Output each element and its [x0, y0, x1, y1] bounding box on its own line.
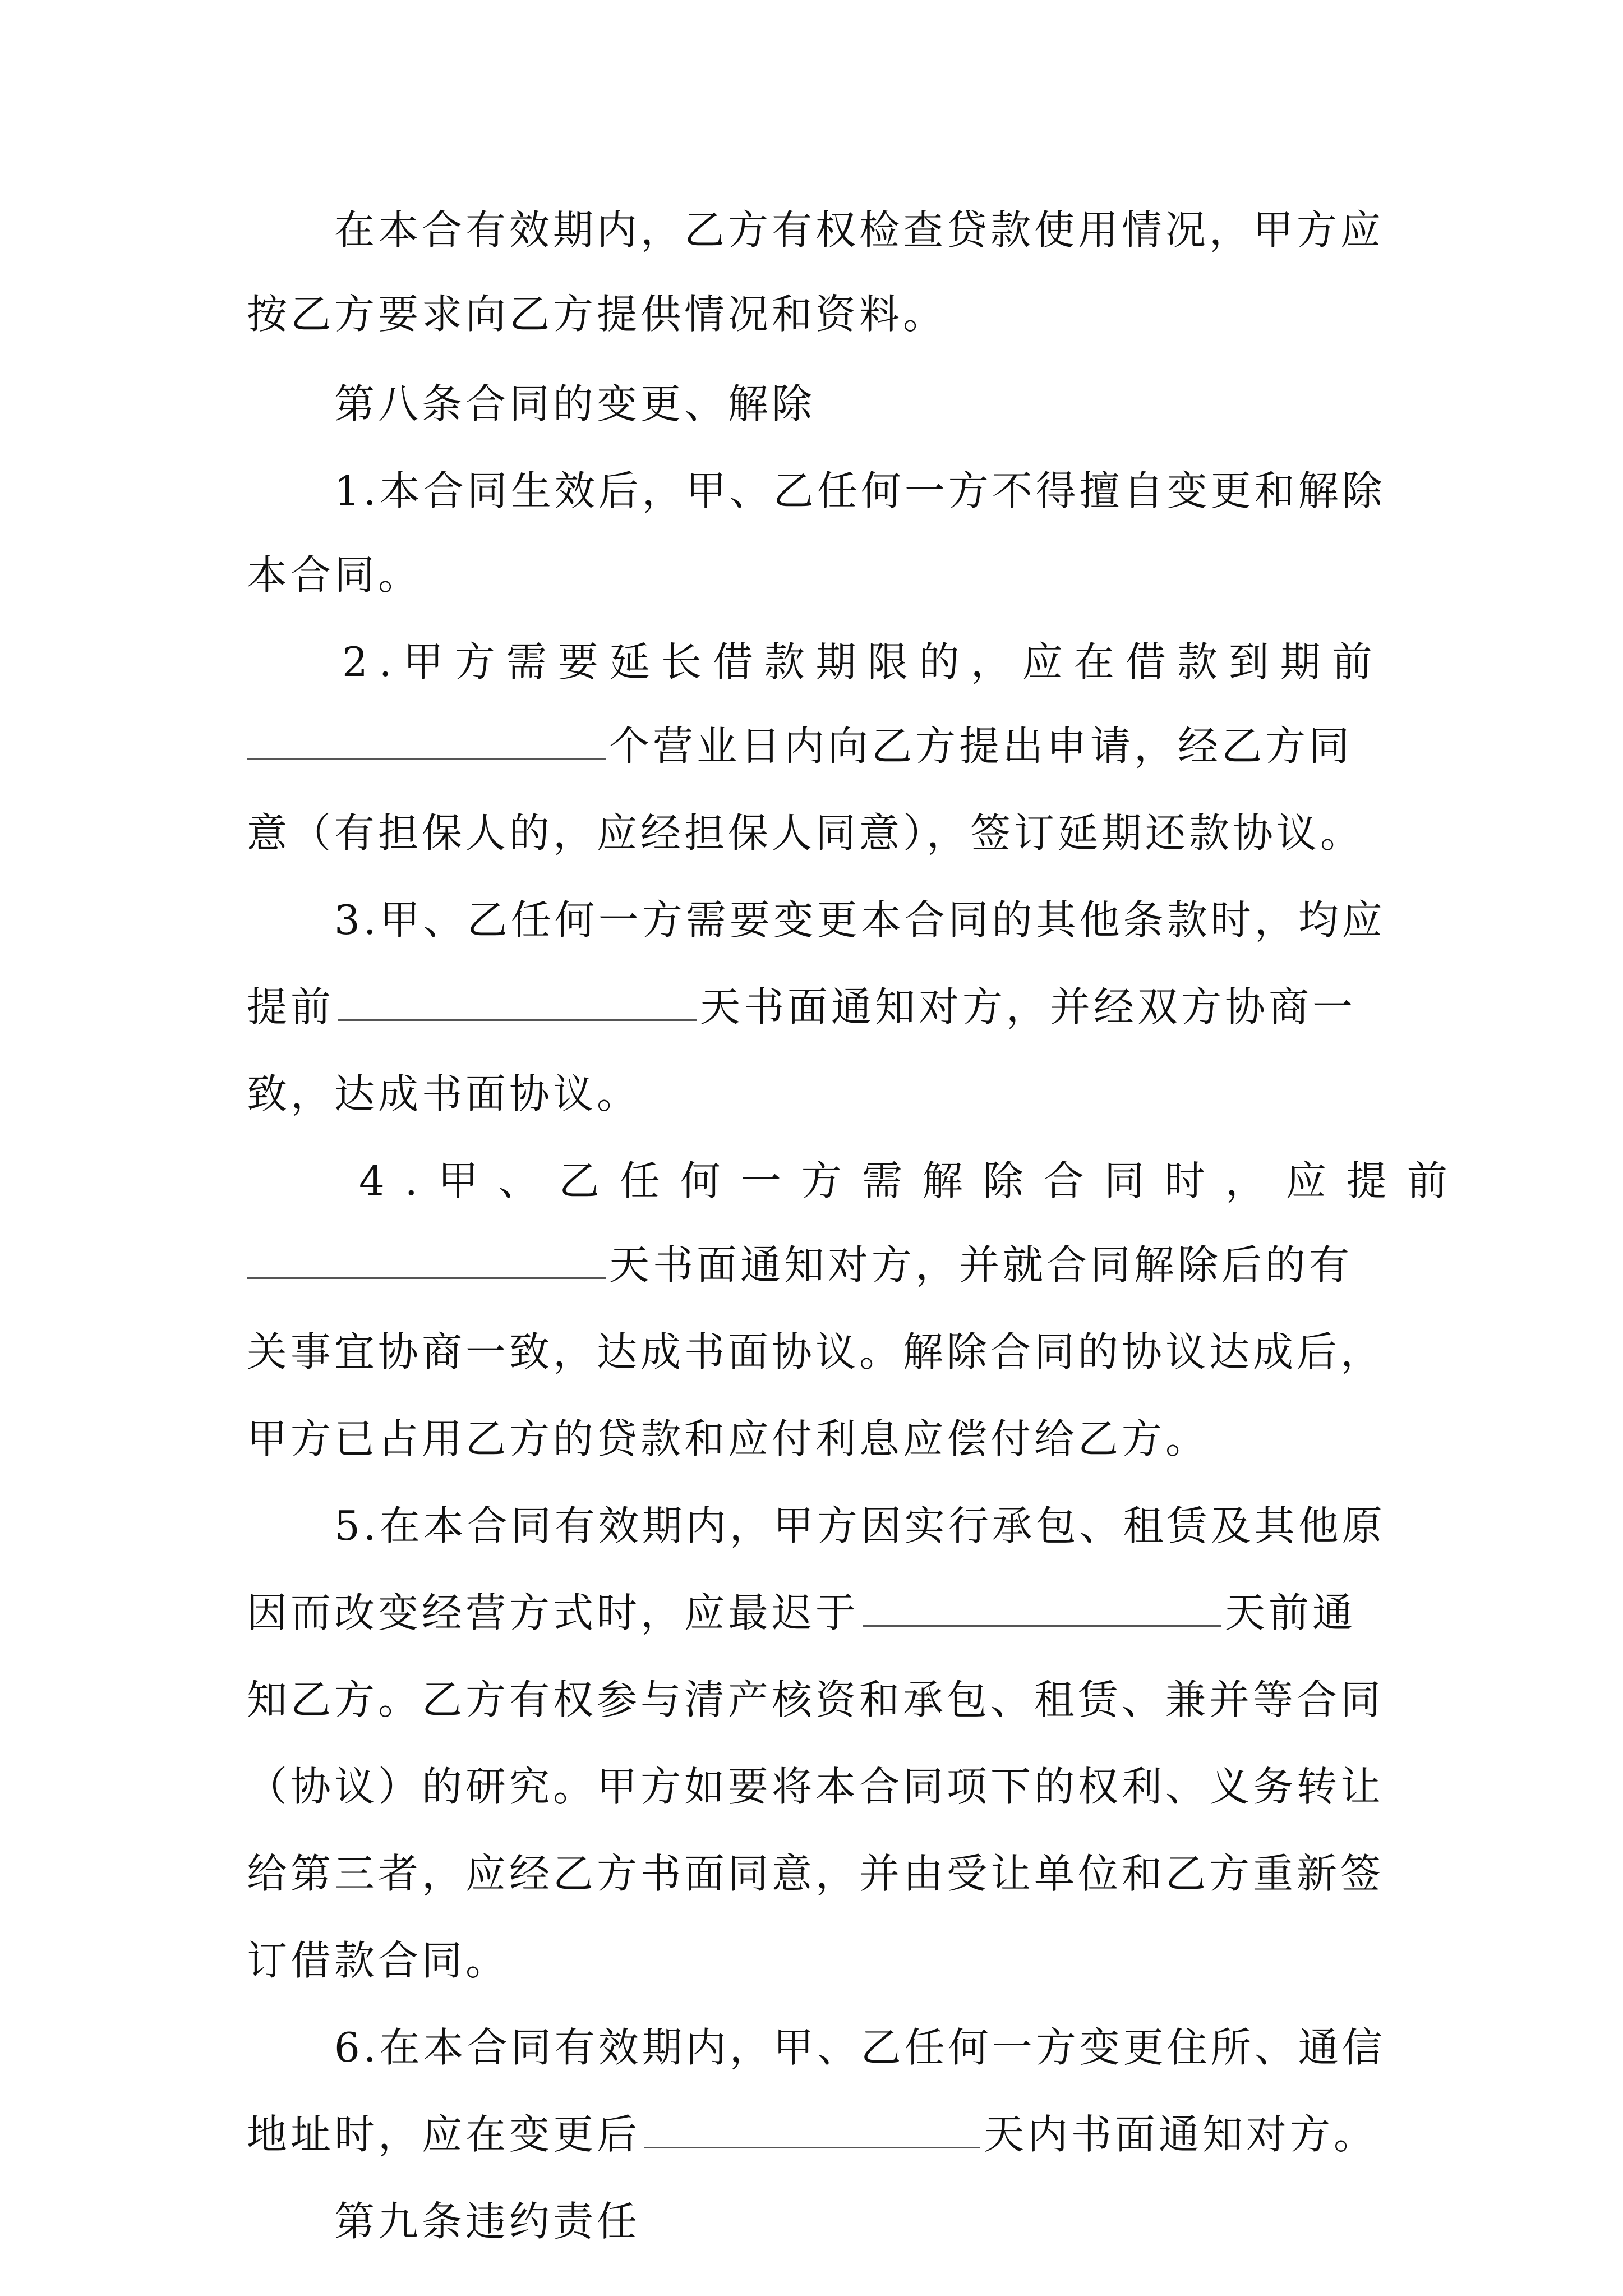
paragraph-text: 天内书面通知对方。	[984, 2111, 1378, 2158]
paragraph-line: 6.在本合同有效期内，甲、乙任何一方变更住所、通信	[334, 2024, 1386, 2071]
paragraph-line: 订借款合同。	[247, 1937, 510, 1984]
paragraph-line: 本合同。	[247, 551, 422, 599]
fill-in-blank[interactable]	[247, 1243, 606, 1279]
paragraph-line: 致，达成书面协议。	[247, 1070, 641, 1117]
paragraph-line: 知乙方。乙方有权参与清产核资和承包、租赁、兼并等合同	[247, 1676, 1385, 1723]
paragraph-line-with-blank	[247, 979, 1356, 1035]
paragraph-line: 意（有担保人的，应经担保人同意），签订延期还款协议。	[247, 809, 1364, 857]
paragraph-line-with-blank	[247, 2106, 1377, 2162]
paragraph-line: 1.本合同生效后，甲、乙任何一方不得擅自变更和解除	[334, 467, 1386, 514]
paragraph-line-with-blank	[247, 1237, 1353, 1293]
paragraph-text: 个营业日内向乙方提出申请，经乙方同	[609, 723, 1353, 770]
paragraph-text: 提前	[247, 983, 335, 1030]
paragraph-line: 关事宜协商一致，达成书面协议。解除合同的协议达成后，	[247, 1328, 1385, 1375]
paragraph-text: 天书面通知对方，并经双方协商一	[700, 983, 1357, 1030]
paragraph-line: 3.甲、乙任何一方需要变更本合同的其他条款时，均应	[334, 896, 1386, 944]
paragraph-text: 因而改变经营方式时，应最迟于	[247, 1589, 860, 1636]
paragraph-text: 天前通	[1225, 1589, 1357, 1636]
fill-in-blank[interactable]	[644, 2112, 980, 2148]
paragraph-text: 地址时，应在变更后	[247, 2111, 641, 2158]
fill-in-blank[interactable]	[863, 1590, 1221, 1627]
paragraph-line: 5.在本合同有效期内，甲方因实行承包、租赁及其他原	[334, 1502, 1386, 1549]
paragraph-text: 天书面通知对方，并就合同解除后的有	[609, 1241, 1353, 1289]
paragraph-line-with-blank	[247, 1585, 1356, 1641]
paragraph-line: 2.甲方需要延长借款期限的，应在借款到期前	[342, 638, 1384, 685]
paragraph-line: （协议）的研究。甲方如要将本合同项下的权利、义务转让	[247, 1763, 1385, 1810]
paragraph-line-with-blank	[247, 718, 1353, 774]
fill-in-blank[interactable]	[247, 724, 606, 760]
paragraph-line: 按乙方要求向乙方提供情况和资料。	[247, 291, 947, 338]
paragraph-line: 在本合有效期内，乙方有权检查贷款使用情况，甲方应	[334, 206, 1385, 254]
paragraph-line: 4.甲、乙任何一方需解除合同时，应提前	[359, 1157, 1468, 1204]
fill-in-blank[interactable]	[338, 984, 697, 1021]
paragraph-line: 给第三者，应经乙方书面同意，并由受让单位和乙方重新签	[247, 1850, 1385, 1897]
paragraph-line: 甲方已占用乙方的贷款和应付利息应偿付给乙方。	[247, 1415, 1210, 1462]
article-8-heading: 第八条合同的变更、解除	[334, 380, 816, 427]
article-9-heading: 第九条违约责任	[334, 2198, 641, 2245]
